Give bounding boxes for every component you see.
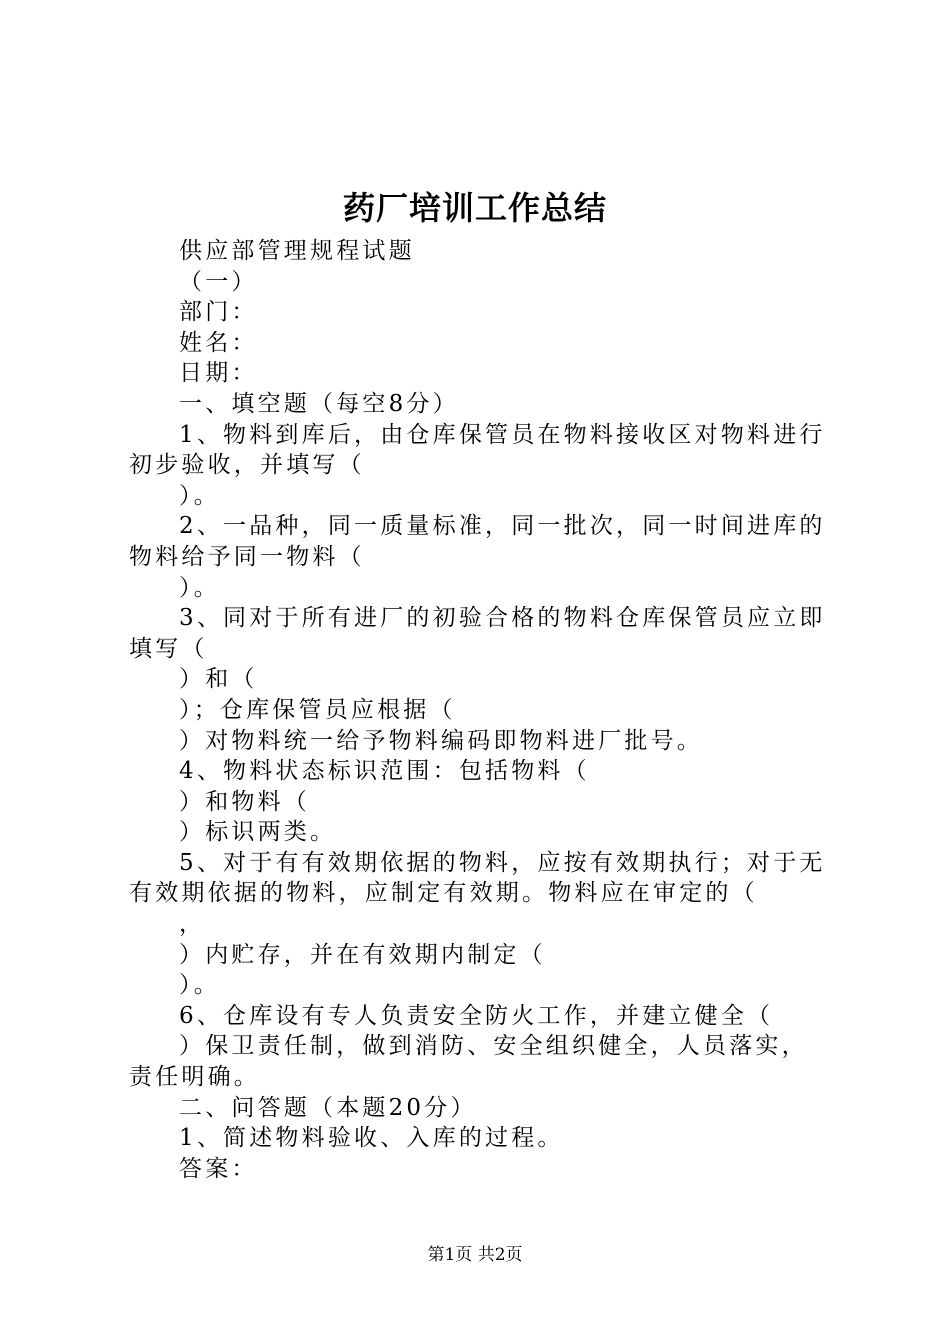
paragraph: ）和物料（: [179, 788, 310, 815]
question-item: 2、一品种，同一质量标准，同一批次，同一时间进库的物料给予同一物料（: [129, 513, 826, 570]
paragraph: ）。: [179, 482, 220, 509]
section-heading: 一、填空题（每空8分）: [179, 390, 459, 417]
page-footer: 第1页 共2页: [427, 1245, 523, 1265]
paragraph: 答案：: [179, 1155, 258, 1182]
paragraph: ）和（: [179, 666, 258, 693]
question-item: 1、简述物料验收、入库的过程。: [179, 1125, 564, 1152]
paragraph: ）内贮存，并在有效期内制定（: [179, 941, 546, 968]
paragraph: ）。: [179, 574, 220, 601]
question-item: 3、同对于所有进厂的初验合格的物料仓库保管员应立即填写（: [129, 605, 826, 662]
paragraph: ，: [179, 911, 206, 938]
paragraph: ）；仓库保管员应根据（: [179, 696, 456, 723]
paragraph: 日期：: [179, 360, 258, 387]
paragraph: ）对物料统一给予物料编码即物料进厂批号。: [179, 727, 703, 754]
question-item: 5、对于有有效期依据的物料，应按有效期执行；对于无有效期依据的物料，应制定有效期。物料应在审定的（: [129, 849, 826, 907]
document-title: 药厂培训工作总结: [342, 189, 607, 227]
section-heading: 二、问答题（本题20分）: [179, 1094, 477, 1121]
paragraph: 供应部管理规程试题: [179, 238, 415, 264]
paragraph: ）保卫责任制，做到消防、安全组织健全，人员落实，责任明确。: [129, 1033, 808, 1091]
paragraph: ）。: [179, 972, 220, 999]
paragraph: 部门：: [179, 299, 258, 326]
paragraph: 姓名：: [179, 329, 258, 356]
paragraph: （一）: [179, 268, 258, 295]
document-body: [129, 236, 831, 1184]
question-item: 4、物料状态标识范围：包括物料（: [179, 758, 590, 785]
question-item: 1、物料到库后，由仓库保管员在物料接收区对物料进行初步验收，并填写（: [129, 421, 826, 479]
paragraph: ）标识两类。: [179, 819, 337, 846]
question-item: 6、仓库设有专人负责安全防火工作，并建立健全（: [179, 1002, 774, 1029]
